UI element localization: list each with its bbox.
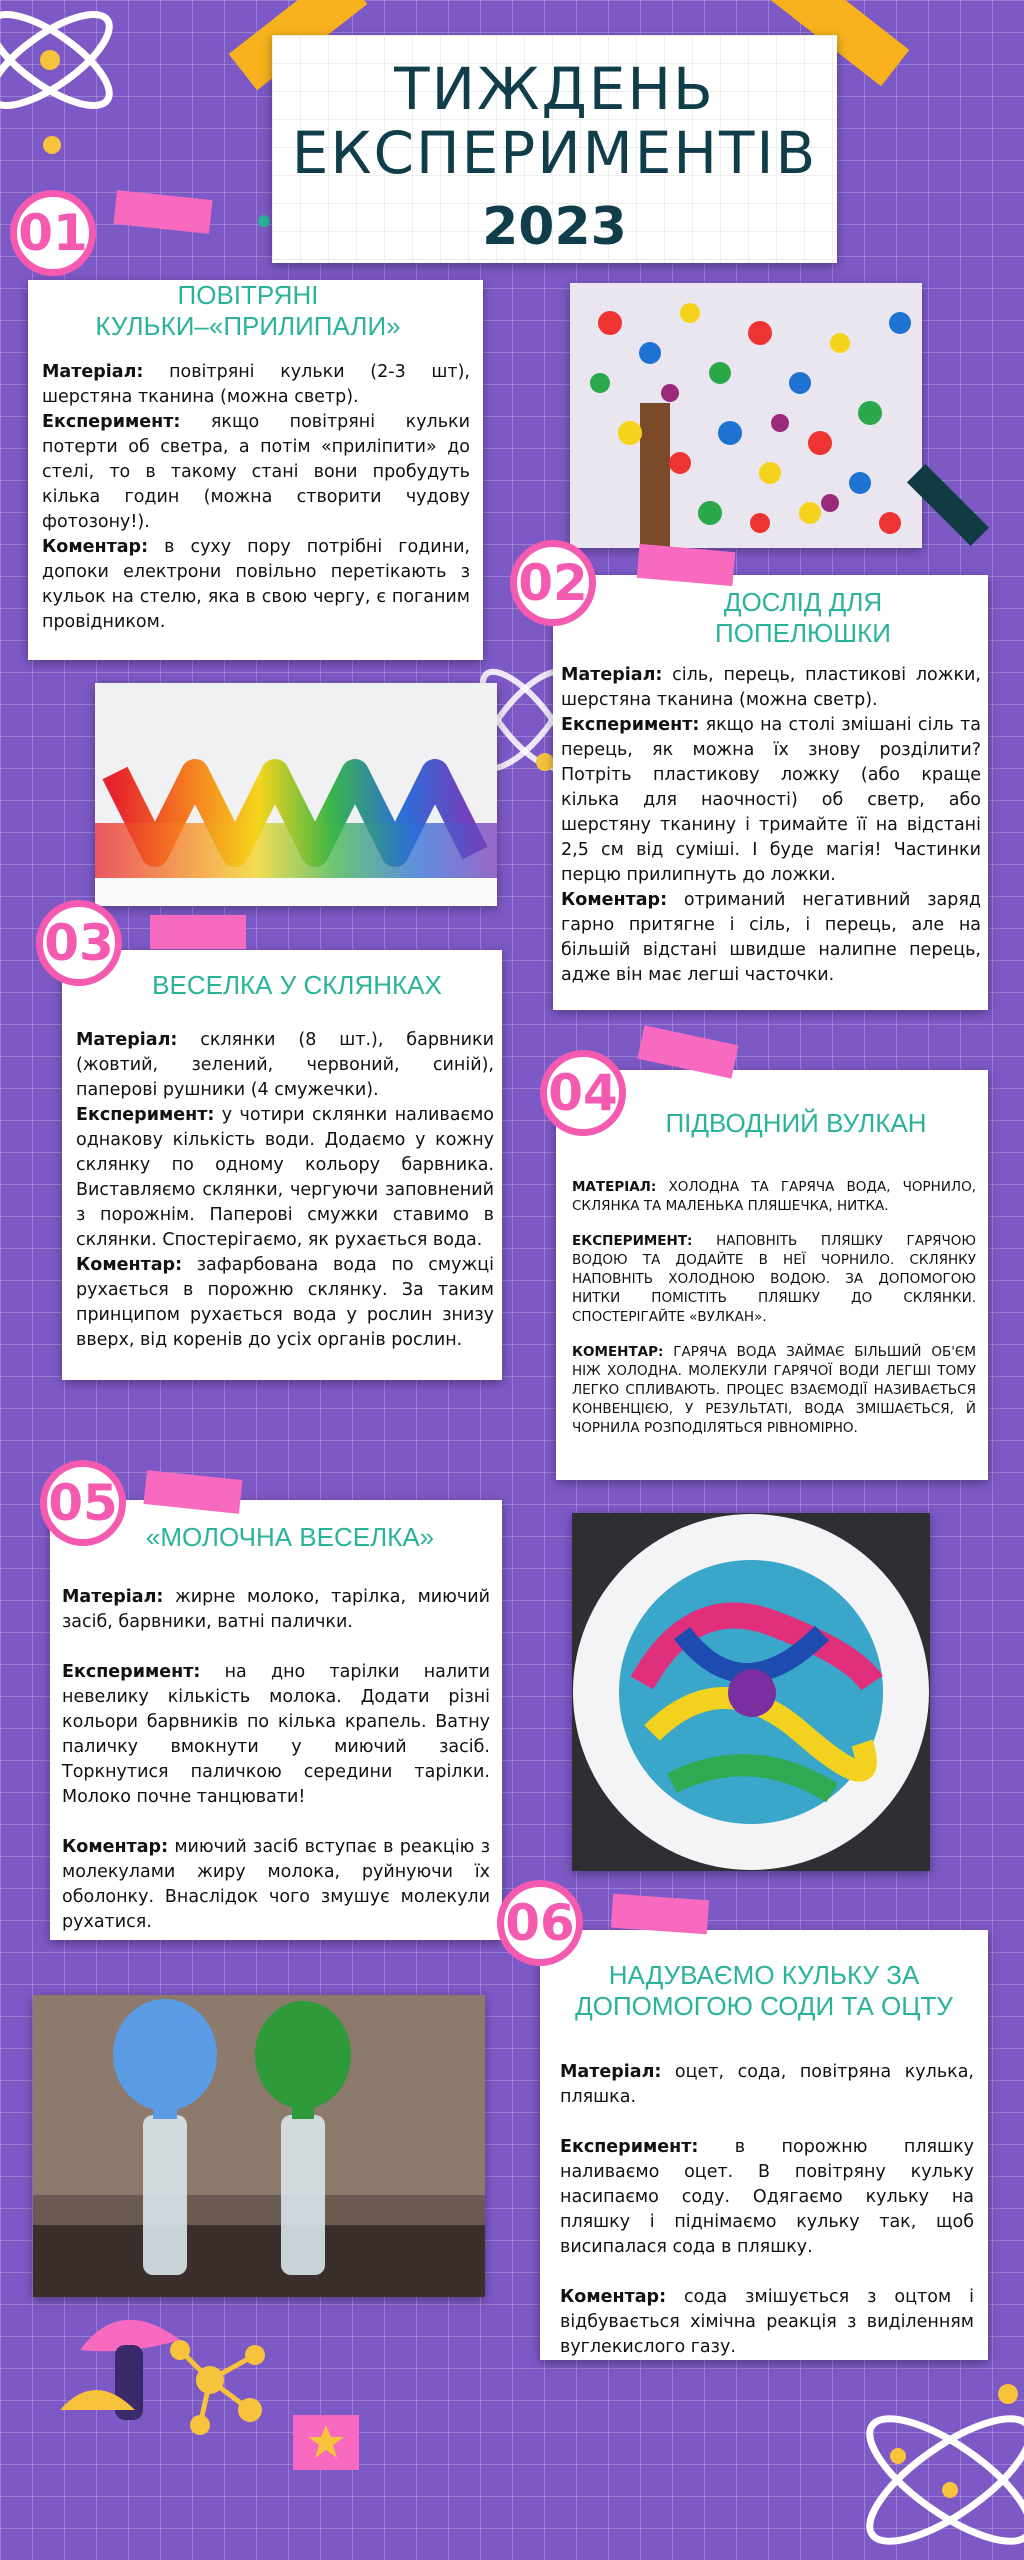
experiment-title: ПІДВОДНИЙ ВУЛКАН bbox=[665, 1108, 927, 1138]
rainbow-glasses-photo bbox=[95, 683, 497, 906]
number-badge: 05 bbox=[40, 1460, 126, 1546]
experiment-text-body: в порожню пляшку наливаємо оцет. В повітряну кульку насипаємо соду. Одягаємо кульку на пляшку і піднімаємо кульку так, щоб висипалася сода в пляшку. bbox=[560, 2137, 974, 2257]
material-label: Матеріал: bbox=[76, 1030, 178, 1050]
tape-decoration bbox=[113, 190, 212, 234]
balloon-bottles-photo bbox=[33, 1995, 485, 2297]
material-text: жирне молоко, тарілка, миючий засіб, барвники, ватні палички. bbox=[62, 1587, 490, 1632]
material-label: МАТЕРІАЛ: bbox=[572, 1179, 657, 1195]
experiment-title: ВЕСЕЛКА У СКЛЯНКАХ bbox=[152, 970, 442, 1000]
balloons-photo bbox=[570, 283, 922, 548]
experiment-text bbox=[76, 1028, 494, 1353]
experiment-text-body: якщо на столі змішані сіль та перець, як можна їх знову розділити? Потріть пластикову ложку (або краще кілька для наочності) об светр, або шерстяну тканину і тримайте її на відстані 2,5 см від суміші. І буде магія! Частинки перцю прилипнуть до ложки. bbox=[561, 715, 981, 885]
experiment-card-06 bbox=[540, 1930, 988, 2360]
teal-dot bbox=[258, 215, 270, 227]
star-icon bbox=[306, 2422, 346, 2462]
experiment-card-01 bbox=[28, 280, 483, 660]
material-text: оцет, сода, повітряна кулька, пляшка. bbox=[560, 2062, 974, 2107]
experiment-card-04 bbox=[556, 1070, 988, 1480]
number-badge: 03 bbox=[36, 900, 122, 986]
comment-label: Коментар: bbox=[42, 537, 149, 557]
comment-text: отриманий негативний заряд гарно притягне і сіль, і перець, але на більшій відстані швидше налипне перець, адже він має легші часточки. bbox=[561, 890, 981, 985]
number-badge: 01 bbox=[10, 190, 96, 276]
experiment-label: Експеримент: bbox=[76, 1105, 215, 1125]
number-badge: 06 bbox=[497, 1880, 583, 1966]
year-label: 2023 bbox=[482, 197, 627, 257]
experiment-title: «МОЛОЧНА ВЕСЕЛКА» bbox=[145, 1522, 435, 1552]
number-badge: 04 bbox=[540, 1050, 626, 1136]
experiment-text bbox=[42, 360, 470, 635]
experiment-card-02 bbox=[553, 575, 988, 1010]
comment-label: Коментар: bbox=[561, 890, 668, 910]
material-label: Матеріал: bbox=[561, 665, 663, 685]
experiment-text bbox=[561, 663, 981, 988]
experiment-label: Експеримент: bbox=[42, 412, 181, 432]
material-label: Матеріал: bbox=[62, 1587, 164, 1607]
material-text: склянки (8 шт.), барвники (жовтий, зелений, червоний, синій), паперові рушники (4 смужечки). bbox=[76, 1030, 494, 1100]
material-label: Матеріал: bbox=[560, 2062, 662, 2082]
tape-decoration bbox=[150, 915, 246, 949]
experiment-text bbox=[572, 1178, 976, 1438]
comment-label: КОМЕНТАР: bbox=[572, 1344, 664, 1360]
experiment-label: ЕКСПЕРИМЕНТ: bbox=[572, 1233, 693, 1249]
material-text: ХОЛОДНА ТА ГАРЯЧА ВОДА, ЧОРНИЛО, СКЛЯНКА ТА МАЛЕНЬКА ПЛЯШЕЧКА, НИТКА. bbox=[572, 1179, 976, 1214]
comment-text: миючий засіб вступає в реакцію з молекулами жиру молока, руйнуючи їх оболонку. Внаслідок чого змушує молекули рухатися. bbox=[62, 1837, 490, 1932]
experiment-label: Експеримент: bbox=[561, 715, 700, 735]
comment-text: в суху пору потрібні години, допоки електрони повільно перетікають з кульок на стелю, яка в свою чергу, є поганим провідником. bbox=[42, 537, 470, 632]
experiment-card-05 bbox=[50, 1500, 502, 1940]
comment-text: ГАРЯЧА ВОДА ЗАЙМАЄ БІЛЬШИЙ ОБ'ЄМ НІЖ ХОЛОДНА. МОЛЕКУЛИ ГАРЯЧОЇ ВОДИ ЛЕГШІ ТОМУ ЛЕГКО СПЛИВАЮТЬ. ПРОЦЕС ВЗАЄМОДІЇ НАЗИВАЄТЬСЯ КОНВЕНЦІЄЮ, У РЕЗУЛЬТАТІ, ВОДА ЗМІШАЄТЬСЯ, Й ЧОРНИЛА РОЗПОДІЛЯТЬСЯ РІВНОМІРНО. bbox=[572, 1344, 976, 1436]
comment-label: Коментар: bbox=[76, 1255, 183, 1275]
experiment-text bbox=[560, 2060, 974, 2360]
comment-label: Коментар: bbox=[560, 2287, 667, 2307]
comment-text: сода змішується з оцтом і відбувається хімічна реакція з виділенням вуглекислого газу. bbox=[560, 2287, 974, 2357]
experiment-card-03 bbox=[62, 950, 502, 1380]
experiment-title: НАДУВАЄМО КУЛЬКУ ЗА ДОПОМОГОЮ СОДИ ТА ОЦТУ bbox=[575, 1960, 953, 2021]
experiment-text bbox=[62, 1585, 490, 1935]
experiment-text-body: якщо повітряні кульки потерти об светра, а потім «приліпити» до стелі, то в такому стані вони пробудуть кілька годин (можна створити чудову фотозону!). bbox=[42, 412, 470, 532]
experiment-label: Експеримент: bbox=[560, 2137, 699, 2157]
experiment-text-body: на дно тарілки налити невелику кількість молока. Додати різні кольори барвників по кілька крапель. Ватну паличку вмокнути у миючий засіб. Торкнутися паличкою середини тарілки. Молоко почне танцювати! bbox=[62, 1662, 490, 1807]
header-card bbox=[272, 35, 837, 263]
material-text: повітряні кульки (2-3 шт), шерстяна тканина (можна светр). bbox=[42, 362, 470, 407]
title-line-1: ТИЖДЕНЬ bbox=[394, 55, 715, 123]
comment-label: Коментар: bbox=[62, 1837, 169, 1857]
experiment-title: ДОСЛІД ДЛЯ ПОПЕЛЮШКИ bbox=[715, 587, 891, 648]
mushroom-decoration bbox=[60, 2300, 200, 2440]
experiment-text-body: НАПОВНІТЬ ПЛЯШКУ ГАРЯЧОЮ ВОДОЮ ТА ДОДАЙТЕ В НЕЇ ЧОРНИЛО. СКЛЯНКУ НАПОВНІТЬ ХОЛОДНОЮ ВОДОЮ. ЗА ДОПОМОГОЮ НИТКИ ПОМІСТІТЬ ПЛЯШКУ ДО СКЛЯНКИ. СПОСТЕРІГАЙТЕ «ВУЛКАН». bbox=[572, 1233, 976, 1325]
atom-icon bbox=[830, 2370, 1024, 2560]
experiment-label: Експеримент: bbox=[62, 1662, 201, 1682]
title-line-2: ЕКСПЕРИМЕНТІВ bbox=[291, 119, 818, 187]
page-title bbox=[272, 57, 837, 185]
material-label: Матеріал: bbox=[42, 362, 144, 382]
tape-decoration bbox=[611, 1894, 709, 1935]
experiment-title: ПОВІТРЯНІ КУЛЬКИ–«ПРИЛИПАЛИ» bbox=[95, 280, 401, 341]
atom-icon bbox=[0, 0, 130, 160]
milk-rainbow-photo bbox=[572, 1513, 930, 1871]
experiment-text-body: у чотири склянки наливаємо однакову кількість води. Додаємо у кожну склянку по одному кольору барвника. Виставляємо склянки, чергуючи заповнений з порожнім. Паперові смужки ставимо в склянки. Спостерігаємо, як рухається вода. bbox=[76, 1105, 494, 1250]
number-badge: 02 bbox=[510, 540, 596, 626]
comment-text: зафарбована вода по смужці рухається в порожню склянку. За таким принципом рухається вода у рослин знизу вверх, від коренів до усіх органів рослин. bbox=[76, 1255, 494, 1350]
material-text: сіль, перець, пластикові ложки, шерстяна тканина (можна светр). bbox=[561, 665, 981, 710]
